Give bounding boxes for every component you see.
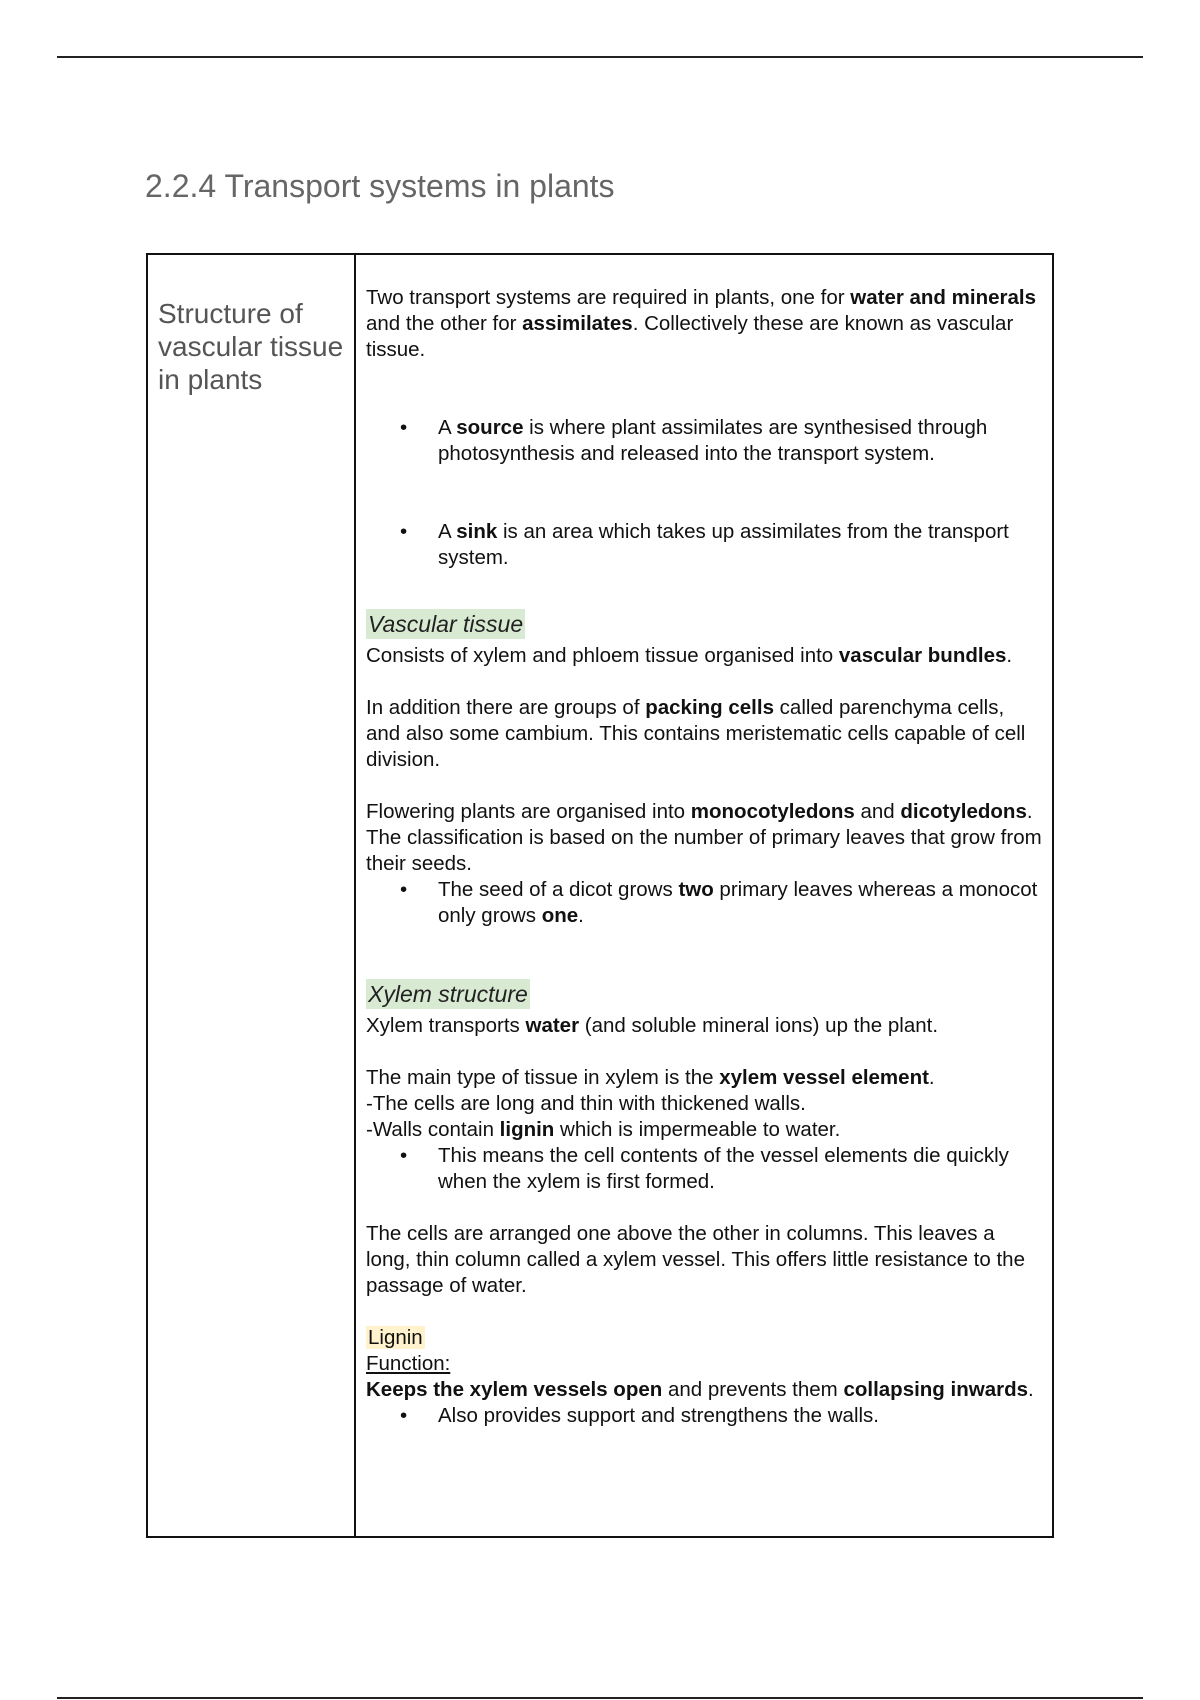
list-item: • This means the cell contents of the vessel elements die quickly when the xylem is first formed. [400,1144,1009,1193]
function-label: Function: [366,1352,451,1375]
list-item: • Also provides support and strengthens the walls. [400,1404,880,1427]
page-heading: 2.2.4 Transport systems in plants [145,168,615,204]
bottom-rule [57,1697,1143,1699]
vascular-paragraph-2: In addition there are groups of packing cells called parenchyma cells, and also some cambium. This contains meristematic cells capable of cell division. [366,696,1026,771]
bullet-dot: • [400,878,408,901]
bullet-dot: • [400,1404,408,1427]
list-item: • The seed of a dicot grows two primary leaves whereas a monocot only grows one. [400,878,1038,927]
vascular-paragraph-3: Flowering plants are organised into monocotyledons and dicotyledons. The classification is based on the number of primary leaves that grow from their seeds. [366,800,1042,875]
content-cell [356,255,1052,1536]
bullet-dot: • [400,416,408,439]
xylem-paragraph-3: The cells are arranged one above the other in columns. This leaves a long, thin column called a xylem vessel. This offers little resistance to the passage of water. [366,1222,1025,1297]
intro-paragraph: Two transport systems are required in plants, one for water and minerals and the other for assimilates. Collectively these are known as vascular tissue. [366,286,1036,361]
xylem-line-walls: -Walls contain lignin which is impermeable to water. [366,1118,841,1141]
xylem-paragraph-2: The main type of tissue in xylem is the xylem vessel element. [366,1066,935,1089]
topic-cell: Structure of vascular tissue in plants [148,255,356,1536]
list-item: • A source is where plant assimilates are synthesised through photosynthesis and released into the transport system. [400,416,988,465]
xylem-paragraph-1: Xylem transports water (and soluble mineral ions) up the plant. [366,1014,939,1037]
top-rule [57,56,1143,58]
source-bullet-list [366,415,1042,467]
bullet-dot: • [400,1144,408,1167]
sink-bullet-list [366,519,1042,571]
xylem-structure-subheading: Xylem structure [368,981,528,1007]
dicot-bullet-list [366,877,1042,929]
list-item: • A sink is an area which takes up assimilates from the transport system. [400,520,1009,569]
lignin-bullet-list [366,1403,1042,1429]
bullet-dot: • [400,520,408,543]
xylem-line-cells: -The cells are long and thin with thickened walls. [366,1092,806,1115]
vascular-tissue-subheading: Vascular tissue [368,611,524,637]
vascular-paragraph-1: Consists of xylem and phloem tissue organised into vascular bundles. [366,644,1013,667]
lignin-function-paragraph: Keeps the xylem vessels open and prevents them collapsing inwards. [366,1378,1034,1401]
xylem-bullet-list [366,1143,1042,1195]
lignin-label: Lignin [368,1326,423,1349]
notes-table [146,253,1054,1538]
